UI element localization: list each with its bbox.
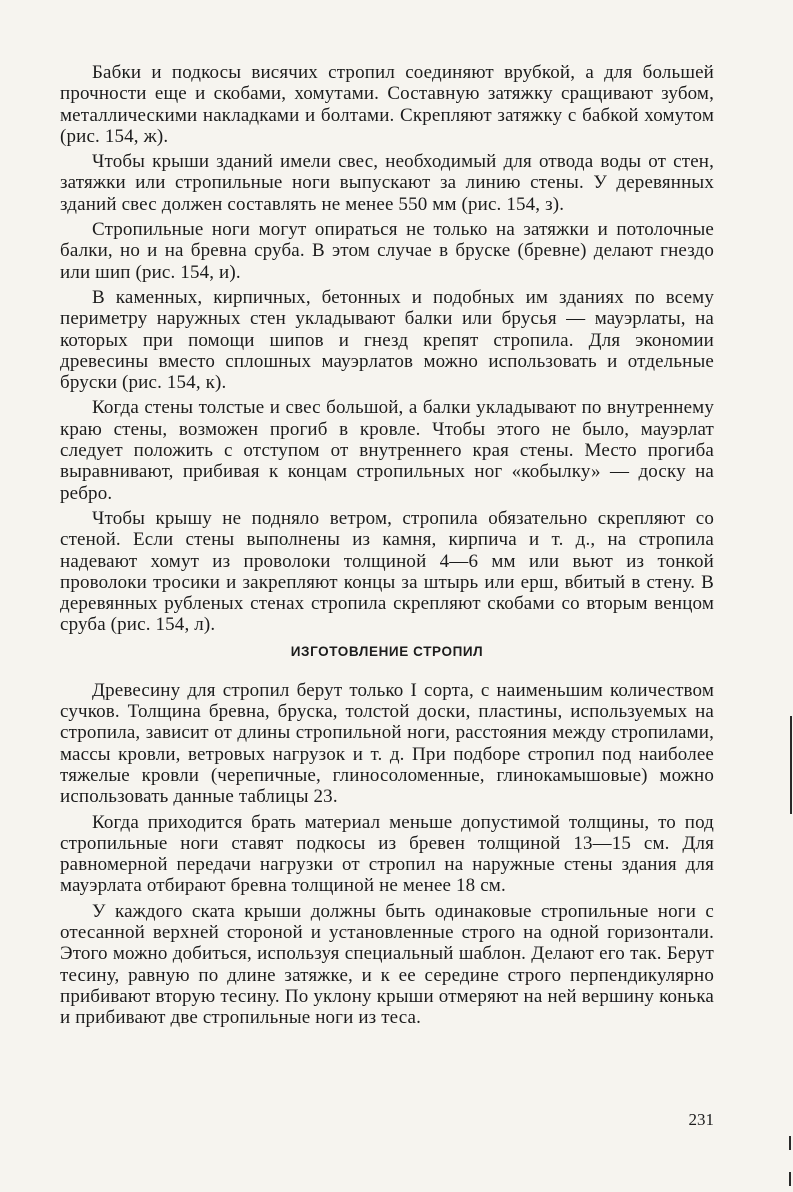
paragraph: Бабки и подкосы висячих стропил соединяют врубкой, а для большей прочности еще и скобами, хомутами. Составную затяжку сращивают зубом, металлическими накладками и болтами. Скрепляют затяжку с бабкой хомутом (рис. 154, ж).: [60, 62, 714, 147]
page-number: 231: [688, 1110, 714, 1129]
section-heading: ИЗГОТОВЛЕНИЕ СТРОПИЛ: [290, 643, 484, 659]
scan-edge-mark: [789, 1172, 791, 1186]
paragraph: Чтобы крышу не подняло ветром, стропила обязательно скрепляют со стеной. Если стены выполнены из камня, кирпича и т. д., на стропила надевают хомут из проволоки толщиной 4—6 мм или вьют из тонкой проволоки тросики и закрепляют концы за штырь или ерш, вбитый в стену. В деревянных рубленых стенах стропила скрепляют скобами со вторым венцом сруба (рис. 154, л).: [60, 507, 714, 636]
paragraph: Когда стены толстые и свес большой, а балки укладывают по внутреннему краю стены, возможен прогиб в кровле. Чтобы этого не было, мауэрлат следует положить с отступом от внутреннего края стены. Место прогиба выравнивают, прибивая к концам стропильных ног «кобылку» — доску на ребро.: [60, 397, 714, 504]
scan-edge-mark: [790, 716, 792, 814]
paragraph: Стропильные ноги могут опираться не только на затяжки и потолочные балки, но и на бревна сруба. В этом случае в бруске (бревне) делают гнездо или шип (рис. 154, и).: [60, 219, 714, 283]
paragraph: Чтобы крыши зданий имели свес, необходимый для отвода воды от стен, затяжки или стропильные ноги выпускают за линию стены. У деревянных зданий свес должен составлять не менее 550 мм (рис. 154, з).: [60, 151, 714, 215]
text-column: [60, 62, 714, 1032]
paragraph: Когда приходится брать материал меньше допустимой толщины, то под стропильные ноги ставят подкосы из бревен толщиной 13—15 см. Для равномерной передачи нагрузки от стропил на наружные стены здания для мауэрлата отбирают бревна толщиной не менее 18 см.: [60, 811, 714, 897]
scan-edge-mark: [789, 1136, 791, 1150]
paragraph: В каменных, кирпичных, бетонных и подобных им зданиях по всему периметру наружных стен укладывают балки или брусья — мауэрлаты, на которых при помощи шипов и гнезд крепят стропила. Для экономии древесины вместо сплошных мауэрлатов можно использовать и отдельные бруски (рис. 154, к).: [60, 286, 714, 394]
paragraph: У каждого ската крыши должны быть одинаковые стропильные ноги с отесанной верхней стороной и установленные строго на одной горизонтали. Этого можно добиться, используя специальный шаблон. Делают его так. Берут тесину, равную по длине затяжке, и к ее середине строго перпендикулярно прибивают вторую тесину. По уклону крыши отмеряют на ней вершину конька и прибивают две стропильные ноги из теса.: [60, 900, 714, 1029]
paragraph: Древесину для стропил берут только I сорта, с наименьшим количеством сучков. Толщина бревна, бруска, толстой доски, пластины, используемых на стропила, зависит от длины стропильной ноги, расстояния между стропилами, массы кровли, ветровых нагрузок и т. д. При подборе стропил под наиболее тяжелые кровли (черепичные, глиносоломенные, глинокамышовые) можно использовать данные таблицы 23.: [60, 679, 714, 808]
